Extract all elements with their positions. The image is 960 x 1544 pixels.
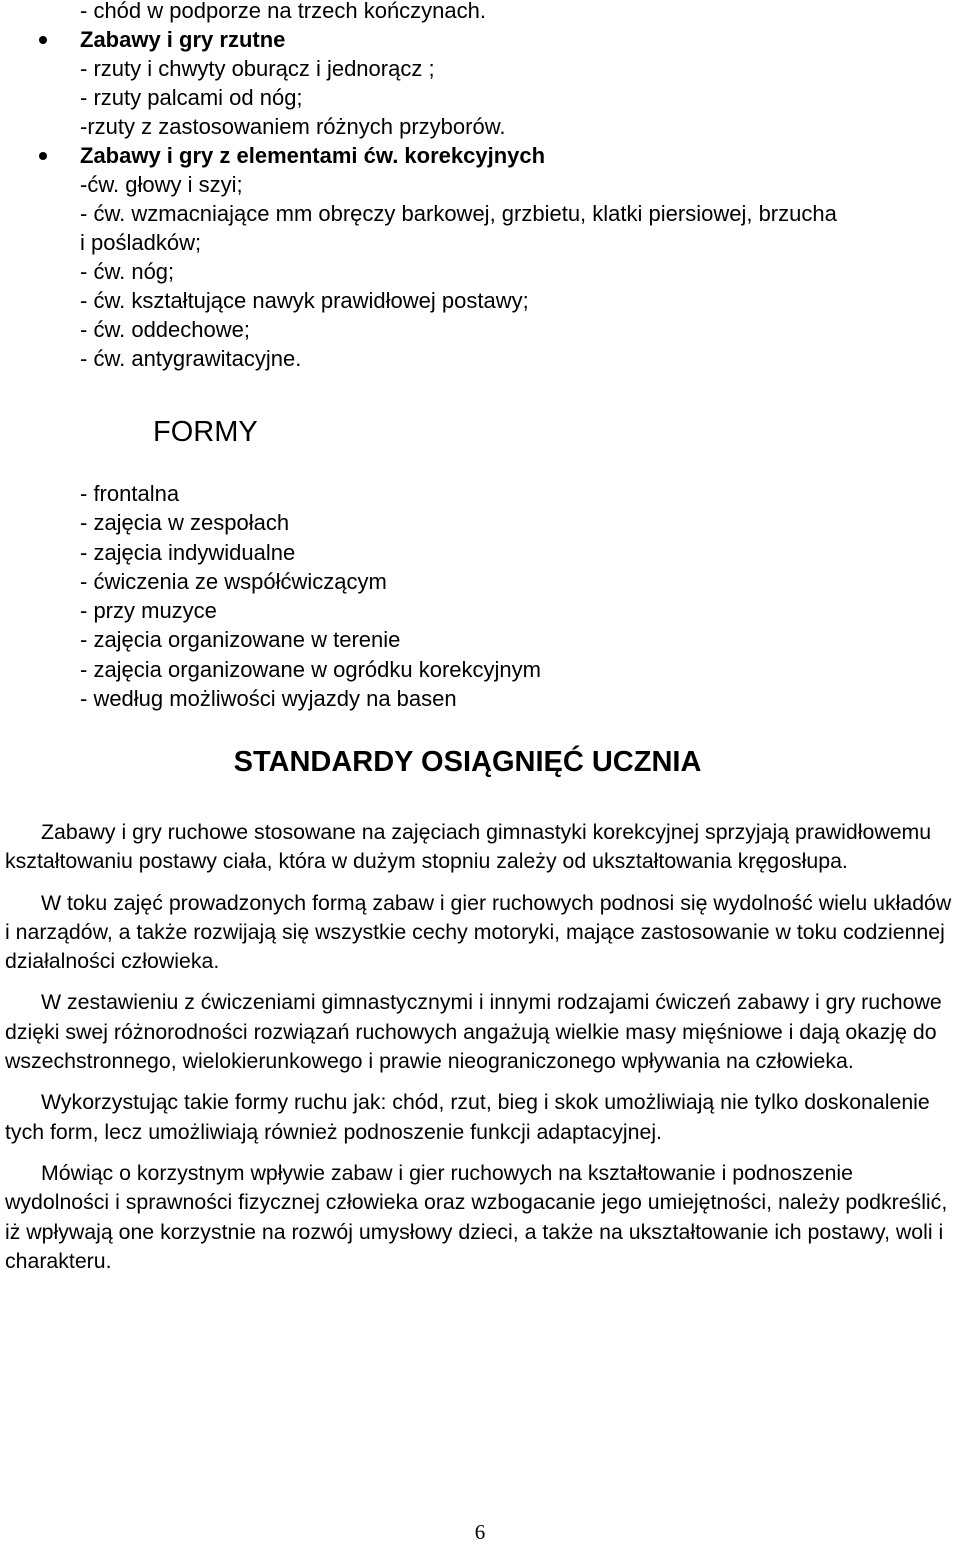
bullet-heading-corrective-games [80, 141, 960, 170]
list-item: -rzuty z zastosowaniem różnych przyborów. [80, 114, 506, 139]
list-item: - ćw. kształtujące nawyk prawidłowej postawy; [80, 288, 529, 313]
bullet-icon [39, 152, 47, 160]
page-number: 6 [474, 1520, 486, 1544]
standards-heading: STANDARDY OSIĄGNIĘĆ UCZNIA [233, 746, 702, 778]
list-item: - ćwiczenia ze współćwiczącym [80, 568, 387, 594]
list-item: - zajęcia organizowane w ogródku korekcyjnym [80, 656, 541, 682]
forms-heading: FORMY [153, 416, 258, 448]
bullet-heading-label: Zabawy i gry z elementami ćw. korekcyjnych [80, 143, 546, 168]
list-item: - ćw. antygrawitacyjne. [80, 346, 302, 371]
forms-list [80, 479, 541, 713]
list-item: - ćw. nóg; [80, 259, 175, 284]
list-item: - frontalna [80, 481, 180, 506]
paragraph: W zestawieniu z ćwiczeniami gimnastycznymi i innymi rodzajami ćwiczeń zabawy i gry ruchowe dzięki swej różnorodności rozwiązań ruchowych angażują wielkie masy mięśniowe i dają okazję do wszechstronnego, wielokierunkowego i prawie nieograniczonego wpływania na człowieka. [5, 990, 942, 1074]
activity-list [80, 0, 960, 373]
list-item: - zajęcia indywidualne [80, 539, 296, 565]
paragraph: Zabawy i gry ruchowe stosowane na zajęciach gimnastyki korekcyjnej sprzyjają prawidłowemu kształtowaniu postawy ciała, która w dużym stopniu zależy od ukształtowania kręgosłupa. [5, 820, 932, 874]
list-item: - ćw. wzmacniające mm obręczy barkowej, grzbietu, klatki piersiowej, brzucha [80, 201, 837, 226]
list-item: - zajęcia organizowane w terenie [80, 627, 401, 653]
list-item: - zajęcia w zespołach [80, 510, 290, 536]
list-item: - według możliwości wyjazdy na basen [80, 686, 457, 712]
paragraph: Wykorzystując takie formy ruchu jak: chód, rzut, bieg i skok umożliwiają nie tylko doskonalenie tych form, lecz umożliwiają również podnoszenie funkcji adaptacyjnej. [5, 1090, 930, 1144]
bullet-icon [39, 36, 47, 44]
standards-body [5, 818, 957, 1288]
list-item: - chód w podporze na trzech kończynach. [80, 0, 487, 23]
list-item: - ćw. oddechowe; [80, 317, 250, 342]
paragraph: Mówiąc o korzystnym wpływie zabaw i gier ruchowych na kształtowanie i podnoszenie wydolności i sprawności fizycznej człowieka oraz wzbogacanie jego umiejętności, należy podkreślić, iż wpływają one korzystnie na rozwój umysłowy dzieci, a także na ukształtowanie ich postawy, woli i charakteru. [5, 1160, 948, 1273]
list-item: i pośladków; [80, 230, 202, 255]
list-item: -ćw. głowy i szyi; [80, 172, 243, 197]
list-item: - rzuty i chwyty oburącz i jednorącz ; [80, 56, 435, 81]
list-item: - przy muzyce [80, 598, 217, 624]
list-item: - rzuty palcami od nóg; [80, 85, 303, 110]
paragraph: W toku zajęć prowadzonych formą zabaw i gier ruchowych podnosi się wydolność wielu układów i narządów, a także rozwijają się wszystkie cechy motoryki, mające zastosowanie w toku codziennej działalności człowieka. [5, 890, 952, 974]
bullet-heading-label: Zabawy i gry rzutne [80, 27, 286, 52]
bullet-heading-throwing-games [80, 25, 960, 54]
